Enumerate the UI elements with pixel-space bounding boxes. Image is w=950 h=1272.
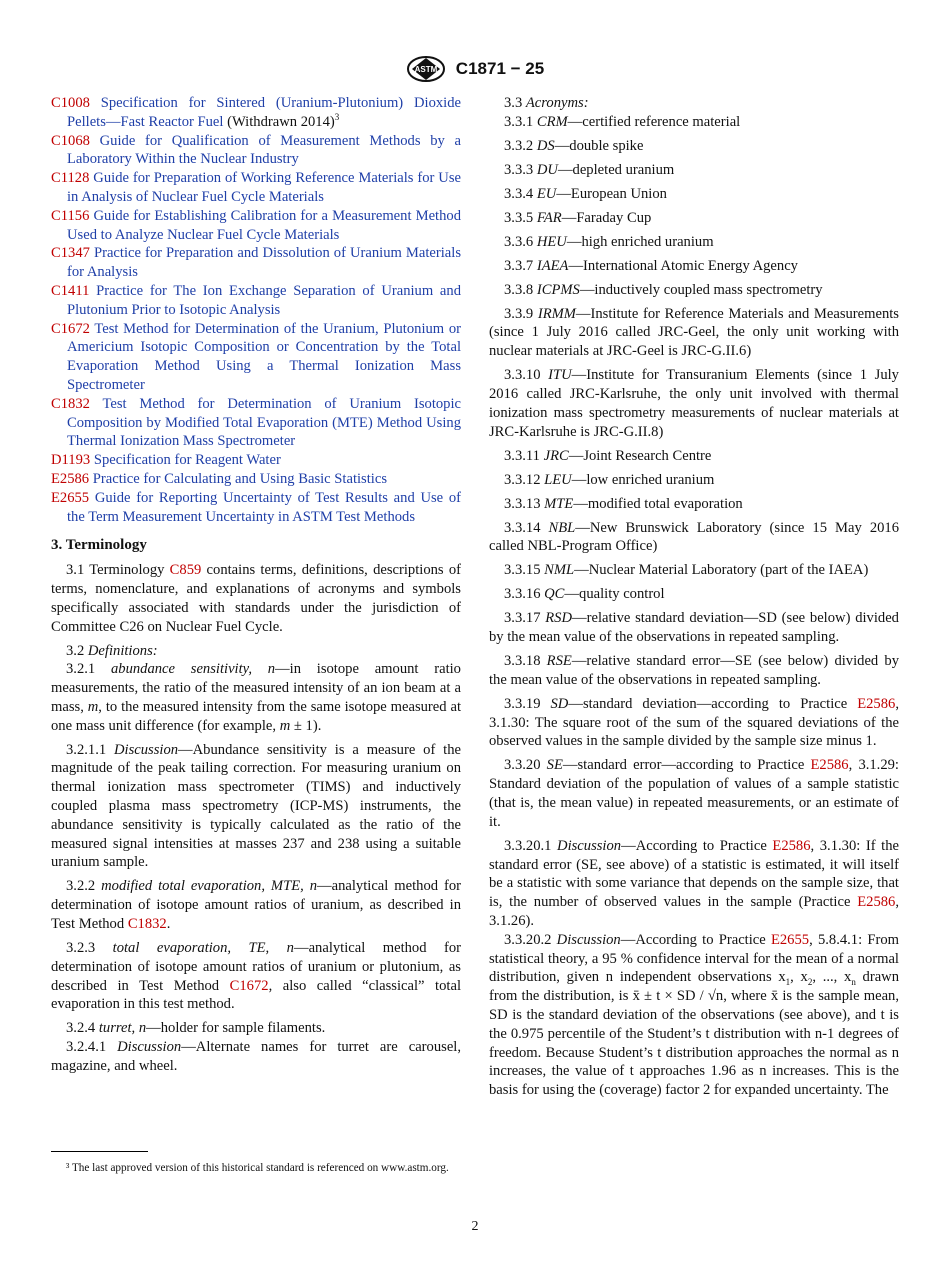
acronym-term: NBL — [548, 519, 576, 536]
link-e2655[interactable]: E2655 — [770, 931, 810, 948]
acronym-term: JRC — [543, 447, 569, 464]
acronym-definition: —European Union — [556, 185, 667, 202]
para-3-2-2: 3.2.2 modified total evaporation, MTE, n—analytical method for determination of isotope amount ratios of uranium, as described in Test Method C1832. — [51, 878, 461, 933]
reference-item — [51, 94, 461, 132]
acronym-definition: —Nuclear Material Laboratory (part of the IAEA) — [574, 562, 869, 579]
acronym-item: 3.3.3 DU—depleted uranium — [504, 161, 675, 178]
acronym-item: 3.3.16 QC—quality control — [504, 586, 665, 603]
acronym-item: 3.3.15 NML—Nuclear Material Laboratory (part of the IAEA) — [504, 562, 869, 579]
reference-code-link[interactable]: E2586 — [51, 470, 90, 487]
acronym-definition: —quality control — [564, 586, 665, 603]
reference-item — [51, 207, 461, 245]
acronym-definition: —inductively coupled mass spectrometry — [579, 281, 823, 298]
para-3-3-20: 3.3.20 SE—standard error—according to Practice E2586, 3.1.29: Standard deviation of the population of values of a sample statistic (that is, the mean value) in repeated measurements, or an estimate of it. — [489, 757, 899, 830]
acronym-item: 3.3.13 MTE—modified total evaporation — [504, 495, 743, 512]
acronym-term: RSE — [546, 653, 572, 670]
page-header — [0, 55, 950, 83]
reference-title-link[interactable]: Guide for Establishing Calibration for a Measurement Method Used to Analyze Nuclear Fuel Cycle Materials — [67, 207, 461, 243]
link-c1832[interactable]: C1832 — [127, 916, 167, 933]
acronym-term: NML — [544, 562, 575, 579]
reference-code-link[interactable]: C1156 — [51, 207, 90, 224]
acronym-definition: —Institute for Transuranium Elements (since 1 July 2016 called JRC-Karlsruhe, the only unit involved with thermal ionization mass spectrometry measurements of nuclear materials at JRC-Karlsruhe is JRC-G.II.8) — [489, 367, 899, 440]
acronym-term: EU — [536, 185, 557, 202]
page-number: 2 — [471, 1219, 479, 1234]
acronym-definition: —low enriched uranium — [571, 471, 715, 488]
reference-code-link[interactable]: E2655 — [51, 489, 90, 506]
reference-title-link[interactable]: Practice for The Ion Exchange Separation of Uranium and Plutonium Prior to Isotopic Analysis — [67, 282, 462, 318]
svg-text:ASTM: ASTM — [414, 65, 438, 74]
reference-title-link[interactable]: Guide for Preparation of Working Reference Materials for Use in Analysis of Nuclear Fuel Cycle Materials — [67, 170, 461, 205]
acronym-item: 3.3.14 NBL—New Brunswick Laboratory (since 15 May 2016 called NBL-Program Office) — [489, 519, 900, 555]
acronym-item: 3.3.8 ICPMS—inductively coupled mass spectrometry — [504, 281, 823, 298]
reference-title-link[interactable]: Guide for Reporting Uncertainty of Test Results and Use of the Term Measurement Uncertainty in ASTM Test Methods — [67, 489, 462, 525]
acronym-item: 3.3.7 IAEA—International Atomic Energy Agency — [504, 257, 798, 274]
para-3-3-20-1: 3.3.20.1 Discussion—According to Practice E2586, 3.1.30: If the standard error (SE, see above) of a statistic is estimated, it will itself be a statistic with some variance that depends on the sample size, that is, the number of observed values in the sample (Practice E2586, 3.1.26). — [489, 837, 900, 930]
acronym-definition: —depleted uranium — [557, 161, 675, 178]
reference-title-link[interactable]: Test Method for Determination of Uranium Isotopic Composition by Modified Total Evaporation (MTE) Method Using Thermal Ionization Mass Spectrometer — [67, 395, 461, 450]
acronym-term: HEU — [536, 233, 567, 250]
acronym-definition: —Faraday Cup — [561, 209, 652, 226]
reference-title-link[interactable]: Specification for Reagent Water — [93, 452, 281, 469]
acronym-item: 3.3.17 RSD—relative standard deviation—SD (see below) divided by the mean value of the observations in repeated sampling. — [489, 610, 899, 646]
acronym-item: 3.3.5 FAR—Faraday Cup — [504, 209, 652, 226]
acronym-item: 3.3.2 DS—double spike — [504, 137, 644, 154]
reference-title-link[interactable]: Practice for Calculating and Using Basic Statistics — [92, 470, 388, 487]
right-column — [489, 94, 899, 1100]
footnote-divider — [51, 1151, 148, 1152]
para-3-3-19: 3.3.19 SD—standard deviation—according to Practice E2586, 3.1.30: The square root of the sum of the squared deviations of the observed values in the sample divided by the sample size minus 1. — [489, 695, 899, 750]
acronym-definition: —high enriched uranium — [566, 233, 714, 250]
reference-item — [51, 244, 461, 282]
para-3-2-1: 3.2.1 abundance sensitivity, n—in isotope amount ratio measurements, the ratio of the measured intensity of an ion beam at a mass, m, to the measured intensity from the same isotope measured at one mass unit difference (for example, m ± 1). — [51, 661, 461, 734]
reference-item — [51, 451, 461, 470]
acronym-definition: —relative standard error—SE (see below) divided by the mean value of the observations in repeated sampling. — [489, 653, 900, 688]
acronym-definition: —Joint Research Centre — [568, 447, 712, 464]
link-e2586[interactable]: E2586 — [857, 695, 896, 712]
link-e2586[interactable]: E2586 — [810, 757, 849, 774]
footnote-marker: 3 — [334, 111, 340, 122]
acronym-definition: —modified total evaporation — [573, 495, 743, 512]
reference-note: (Withdrawn 2014) — [223, 113, 335, 130]
reference-title-link[interactable]: Practice for Preparation and Dissolution of Uranium Materials for Analysis — [67, 245, 461, 281]
acronym-item: 3.3.9 IRMM—Institute for Reference Materials and Measurements (since 1 July 2016 called JRC-Geel, the only unit working with nuclear materials at JRC-Geel is JRC-G.II.6) — [489, 305, 899, 360]
acronym-definition: —relative standard deviation—SD (see below) divided by the mean value of the observations in repeated sampling. — [489, 610, 899, 646]
reference-item — [51, 470, 461, 489]
acronym-definition: —New Brunswick Laboratory (since 15 May 2016 called NBL-Program Office) — [489, 519, 900, 555]
acronym-item: 3.3.1 CRM—certified reference material — [504, 113, 741, 130]
para-3-1: 3.1 Terminology C859 contains terms, definitions, descriptions of terms, nomenclature, and explanations of acronyms and symbols specifically associated with standards under the jurisdiction of Committee C26 on Nuclear Fuel Cycle. — [51, 562, 462, 635]
acronym-term: QC — [544, 586, 565, 603]
link-e2586[interactable]: E2586 — [857, 894, 896, 911]
reference-code-link[interactable]: D1193 — [51, 452, 91, 469]
para-3-2-3: 3.2.3 total evaporation, TE, n—analytical method for determination of isotope amount ratios of uranium or plutonium, as described in Test Method C1672, also called “classical” total evaporation in this test method. — [51, 940, 462, 1013]
acronym-term: DS — [536, 137, 555, 154]
acronym-term: MTE — [544, 495, 574, 512]
reference-code-link[interactable]: C1832 — [51, 395, 90, 412]
para-3-3-20-2: 3.3.20.2 Discussion—According to Practice E2655, 5.8.4.1: From statistical theory, a 95 % confidence interval for the mean of a normal distribution, given n independent observations $x_1$, $x_2$, ..., $x_n$ drawn from the distribution, is x̄ ± t × SD / √n, where x̄ is the sample mean, SD is the standard deviation of the observations (see above), and t is the 0.975 percentile of the Student’s t distribution with n-1 degrees of freedom. Because Student’s t distribution approaches the normal as n increases, the value of t approaches 1.96 as n increases. This is the basis for using the (coverage) factor 2 for expanded uncertainty. The — [489, 931, 900, 1099]
reference-code-link[interactable]: C1128 — [51, 170, 90, 187]
para-3-2-1-1: 3.2.1.1 Discussion—Abundance sensitivity is a measure of the magnitude of the peak tailing correction. For measuring uranium on thermal ionization mass spectrometer (TIMS) and inductively coupled plasma mass spectrometry (ICP-MS) instruments, the abundance sensitivity is typically calculated as the ratio of the measured signal intensities at masses 237 and 238 using a suitable uranium sample. — [51, 741, 461, 871]
reference-title-link[interactable]: Guide for Qualification of Measurement Methods by a Laboratory Within the Nuclear Industry — [67, 132, 461, 168]
reference-title-link[interactable]: Specification for Sintered (Uranium-Plutonium) Dioxide Pellets—Fast Reactor Fuel — [67, 95, 461, 130]
reference-code-link[interactable]: C1672 — [51, 320, 90, 337]
acronym-item: 3.3.11 JRC—Joint Research Centre — [504, 447, 712, 464]
para-3-2: 3.2 Definitions: — [66, 642, 158, 659]
acronym-list — [489, 113, 899, 690]
acronym-item: 3.3.12 LEU—low enriched uranium — [504, 471, 715, 488]
reference-code-link[interactable]: C1008 — [51, 95, 90, 111]
acronym-definition: —International Atomic Energy Agency — [568, 257, 798, 274]
reference-item — [51, 282, 461, 320]
section-heading-terminology: 3. Terminology — [51, 537, 147, 554]
acronym-term: RSD — [545, 610, 573, 627]
acronym-term: IRMM — [537, 305, 576, 322]
acronym-term: ICPMS — [536, 281, 580, 298]
para-3-3: 3.3 Acronyms: — [504, 95, 589, 111]
acronym-item: 3.3.6 HEU—high enriched uranium — [504, 233, 714, 250]
acronym-term: LEU — [544, 471, 572, 488]
astm-logo-icon — [406, 55, 446, 83]
acronym-definition: —certified reference material — [567, 113, 741, 130]
para-3-2-4: 3.2.4 turret, n—holder for sample filaments. — [66, 1020, 326, 1037]
link-e2586[interactable]: E2586 — [772, 837, 811, 854]
reference-code-link[interactable]: C1411 — [51, 282, 90, 299]
acronym-term: FAR — [536, 209, 562, 226]
reference-code-link[interactable]: C1347 — [51, 245, 90, 262]
para-3-2-4-1: 3.2.4.1 Discussion—Alternate names for turret are carousel, magazine, and wheel. — [51, 1039, 461, 1074]
acronym-term: DU — [536, 161, 558, 178]
reference-title-link[interactable]: Test Method for Determination of the Uranium, Plutonium or Americium Isotopic Composition or Concentration by the Total Evaporation Method Using a Thermal Ionization Mass Spectrometer — [67, 320, 461, 393]
acronym-item: 3.3.18 RSE—relative standard error—SE (see below) divided by the mean value of the observations in repeated sampling. — [489, 653, 900, 688]
reference-item — [51, 169, 461, 207]
acronym-term: IAEA — [536, 257, 569, 274]
acronym-term: ITU — [548, 367, 572, 384]
reference-code-link[interactable]: C1068 — [51, 132, 90, 149]
acronym-item: 3.3.4 EU—European Union — [504, 185, 667, 202]
reference-item — [51, 489, 461, 527]
reference-list — [51, 94, 461, 526]
acronym-item: 3.3.10 ITU—Institute for Transuranium Elements (since 1 July 2016 called JRC-Karlsruhe, the only unit involved with thermal ionization mass spectrometry measurements of nuclear materials at JRC-Karlsruhe is JRC-G.II.8) — [489, 367, 899, 440]
acronym-definition: —double spike — [554, 137, 644, 154]
link-c1672[interactable]: C1672 — [229, 977, 269, 994]
reference-item — [51, 395, 461, 451]
footnote: ³ The last approved version of this historical standard is referenced on www.astm.org. — [66, 1162, 449, 1174]
reference-item — [51, 320, 461, 395]
left-column — [51, 94, 461, 1081]
reference-item — [51, 132, 461, 170]
link-c859[interactable]: C859 — [169, 562, 202, 579]
acronym-term: CRM — [536, 113, 568, 130]
acronym-definition: —Institute for Reference Materials and Measurements (since 1 July 2016 called JRC-Geel, the only unit working with nuclear materials at JRC-Geel is JRC-G.II.6) — [489, 305, 899, 360]
doc-code: C1871 − 25 — [455, 59, 545, 78]
